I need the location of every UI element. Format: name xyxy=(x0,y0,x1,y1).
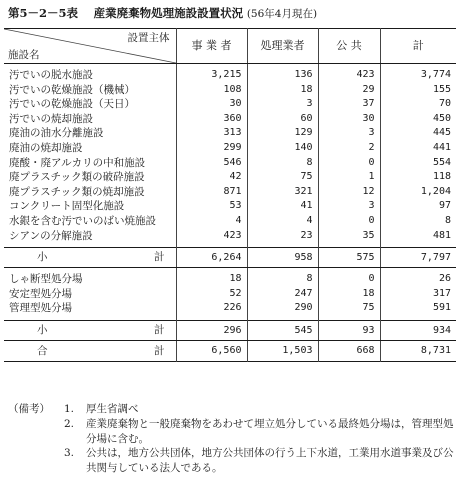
remarks-label: （備考） xyxy=(8,403,50,415)
facility-name: シアンの分解施設 xyxy=(9,229,93,242)
value-cell: 129 xyxy=(247,126,318,141)
value-cell: 42 xyxy=(176,170,247,185)
value-cell: 18 xyxy=(318,287,380,302)
value-cell: 140 xyxy=(247,141,318,156)
value-cell: 75 xyxy=(318,301,380,316)
table-row xyxy=(4,272,456,287)
value-cell: 423 xyxy=(176,229,247,244)
table-row xyxy=(4,68,456,83)
value-cell: 30 xyxy=(318,112,380,127)
total-cell: 668 xyxy=(318,340,380,361)
table-row xyxy=(4,185,456,200)
value-cell: 226 xyxy=(176,301,247,316)
facility-name: 安定型処分場 xyxy=(9,287,72,300)
note-item: 3. 公共は，地方公共団体，地方公共団体の行う上下水道，工業用水道事業及び公共関与している法人である。 xyxy=(64,447,454,475)
value-cell: 299 xyxy=(176,141,247,156)
subtotal-cell: 93 xyxy=(318,320,380,340)
value-cell: 35 xyxy=(318,229,380,244)
value-cell: 313 xyxy=(176,126,247,141)
value-cell: 8 xyxy=(380,214,456,229)
table-row xyxy=(4,214,456,229)
note-item: （備考） 1. 厚生省調べ xyxy=(8,403,139,415)
subtotal-cell: 934 xyxy=(380,320,456,340)
value-cell: 18 xyxy=(247,83,318,98)
facility-name: 汚でいの乾燥施設（天日） xyxy=(9,98,135,111)
table-row xyxy=(4,170,456,185)
value-cell: 546 xyxy=(176,156,247,171)
facility-name: 廃プラスチック類の破砕施設 xyxy=(9,171,145,184)
total-cell: 8,731 xyxy=(380,340,456,361)
column-header: 処理業者 xyxy=(247,29,318,64)
subtotal-label: 小 計 xyxy=(4,320,176,340)
value-cell: 3,215 xyxy=(176,68,247,83)
table-row xyxy=(4,229,456,244)
column-header: 事 業 者 xyxy=(176,29,247,64)
value-cell: 360 xyxy=(176,112,247,127)
value-cell: 1 xyxy=(318,170,380,185)
subtotal-row xyxy=(4,248,456,268)
table-row xyxy=(4,83,456,98)
value-cell: 554 xyxy=(380,156,456,171)
subtotal-cell: 6,264 xyxy=(176,248,247,268)
corner-bottom-label: 施設名 xyxy=(8,49,40,61)
value-cell: 0 xyxy=(318,156,380,171)
table-row xyxy=(4,156,456,171)
value-cell: 591 xyxy=(380,301,456,316)
value-cell: 3,774 xyxy=(380,68,456,83)
value-cell: 53 xyxy=(176,199,247,214)
value-cell: 136 xyxy=(247,68,318,83)
facility-name: 管理型処分場 xyxy=(9,302,72,315)
subtotal-row xyxy=(4,320,456,340)
value-cell: 3 xyxy=(247,97,318,112)
total-row xyxy=(4,340,456,361)
facility-name: 汚でいの焼却施設 xyxy=(9,112,93,125)
corner-top-label: 設置主体 xyxy=(127,32,170,44)
value-cell: 155 xyxy=(380,83,456,98)
table-row xyxy=(4,126,456,141)
value-cell: 0 xyxy=(318,272,380,287)
value-cell: 4 xyxy=(176,214,247,229)
corner-header-cell xyxy=(4,29,176,64)
value-cell: 37 xyxy=(318,97,380,112)
value-cell: 8 xyxy=(247,156,318,171)
table-title xyxy=(8,5,458,23)
value-cell: 26 xyxy=(380,272,456,287)
subtotal-cell: 545 xyxy=(247,320,318,340)
value-cell: 1,204 xyxy=(380,185,456,200)
value-cell: 75 xyxy=(247,170,318,185)
facility-name: 廃プラスチック類の焼却施設 xyxy=(9,185,145,198)
value-cell: 3 xyxy=(318,199,380,214)
value-cell: 871 xyxy=(176,185,247,200)
value-cell: 3 xyxy=(318,126,380,141)
value-cell: 445 xyxy=(380,126,456,141)
value-cell: 60 xyxy=(247,112,318,127)
facility-name: コンクリート固型化施設 xyxy=(9,200,125,213)
group1-body xyxy=(4,68,456,243)
value-cell: 423 xyxy=(318,68,380,83)
facility-name: 汚でいの乾燥施設（機械） xyxy=(9,83,135,96)
total-cell: 6,560 xyxy=(176,340,247,361)
group2-body xyxy=(4,272,456,316)
table-row xyxy=(4,301,456,316)
value-cell: 247 xyxy=(247,287,318,302)
total-cell: 1,503 xyxy=(247,340,318,361)
value-cell: 12 xyxy=(318,185,380,200)
table-row xyxy=(4,141,456,156)
subtotal-cell: 575 xyxy=(318,248,380,268)
value-cell: 450 xyxy=(380,112,456,127)
facility-name: 汚でいの脱水施設 xyxy=(9,69,93,81)
value-cell: 108 xyxy=(176,83,247,98)
table-date-note: (56年4月現在) xyxy=(246,8,318,20)
subtotal-cell: 958 xyxy=(247,248,318,268)
value-cell: 18 xyxy=(176,272,247,287)
value-cell: 30 xyxy=(176,97,247,112)
value-cell: 41 xyxy=(247,199,318,214)
note-item: 2. 産業廃棄物と一般廃棄物をあわせて埋立処分している最終処分場は，管理型処分場に含む。 xyxy=(64,417,454,445)
table-number: 第5－2－5表 xyxy=(8,6,79,20)
header-row xyxy=(4,29,456,64)
subtotal-label: 小 計 xyxy=(4,248,176,268)
column-header: 計 xyxy=(380,29,456,64)
value-cell: 97 xyxy=(380,199,456,214)
table-row xyxy=(4,97,456,112)
table-main-title: 産業廃棄物処理施設設置状況 xyxy=(93,6,244,20)
facility-name: 廃油の油水分離施設 xyxy=(9,127,104,140)
value-cell: 70 xyxy=(380,97,456,112)
value-cell: 2 xyxy=(318,141,380,156)
facility-name: 水銀を含む汚でいのばい焼施設 xyxy=(9,214,156,227)
value-cell: 4 xyxy=(247,214,318,229)
value-cell: 0 xyxy=(318,214,380,229)
value-cell: 441 xyxy=(380,141,456,156)
facility-name: 廃酸・廃アルカリの中和施設 xyxy=(9,156,146,169)
table-row xyxy=(4,287,456,302)
value-cell: 8 xyxy=(247,272,318,287)
facility-table xyxy=(4,28,456,362)
value-cell: 317 xyxy=(380,287,456,302)
value-cell: 23 xyxy=(247,229,318,244)
value-cell: 29 xyxy=(318,83,380,98)
remarks xyxy=(8,402,460,476)
column-header: 公 共 xyxy=(318,29,380,64)
subtotal-cell: 7,797 xyxy=(380,248,456,268)
value-cell: 118 xyxy=(380,170,456,185)
total-label: 合 計 xyxy=(4,340,176,361)
value-cell: 321 xyxy=(247,185,318,200)
table-row xyxy=(4,199,456,214)
value-cell: 52 xyxy=(176,287,247,302)
subtotal-cell: 296 xyxy=(176,320,247,340)
value-cell: 290 xyxy=(247,301,318,316)
value-cell: 481 xyxy=(380,229,456,244)
facility-name: 廃油の焼却施設 xyxy=(9,141,83,154)
facility-name: しゃ断型処分場 xyxy=(9,273,83,286)
table-row xyxy=(4,112,456,127)
